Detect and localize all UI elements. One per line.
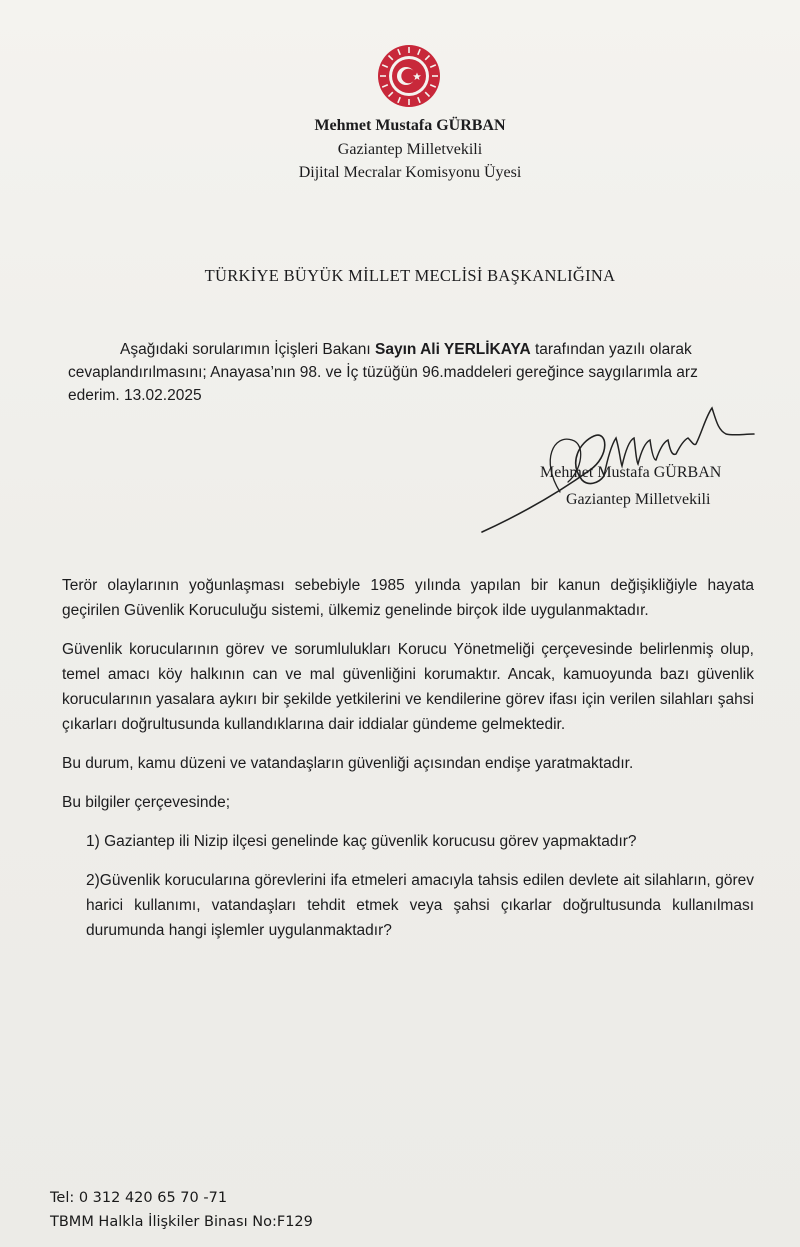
handwritten-signature (470, 400, 760, 540)
contact-footer (50, 1186, 313, 1234)
minister-name: Sayın Ali YERLİKAYA (375, 341, 531, 358)
body-paragraph-4: Bu bilgiler çerçevesinde; (62, 794, 231, 811)
body-paragraph-3: Bu durum, kamu düzeni ve vatandaşların güvenliği açısından endişe yaratmaktadır. (62, 755, 634, 772)
intro-line-2: cevaplandırılmasını; Anayasa’nın 98. ve İç tüzüğün 96.maddeleri gereğince saygılarımla arz (68, 364, 698, 381)
intro-text-1: Aşağıdaki sorularımın İçişleri Bakanı (120, 341, 375, 358)
intro-paragraph (68, 338, 754, 407)
recipient-heading: TÜRKİYE BÜYÜK MİLLET MECLİSİ BAŞKANLIĞINA (204, 266, 616, 285)
sender-name: Mehmet Mustafa GÜRBAN (314, 117, 506, 134)
intro-date-line: ederim. 13.02.2025 (68, 387, 202, 404)
tbmm-seal-icon (377, 44, 441, 108)
body-paragraph-1: Terör olaylarının yoğunlaşması sebebiyle 1985 yılında yapılan bir kanun değişikliğiyle hayata geçirilen Güvenlik Koruculuğu sistemi, ülkemiz genelinde birçok ilde uygulanmaktadır. (62, 577, 754, 619)
signature-title: Gaziantep Milletvekili (566, 491, 711, 508)
letter-body (62, 573, 754, 957)
signature-name: Mehmet Mustafa GÜRBAN (540, 464, 722, 481)
footer-phone: Tel: 0 312 420 65 70 -71 (50, 1190, 228, 1206)
sender-role: Gaziantep Milletvekili (337, 141, 483, 158)
intro-text-2: tarafından yazılı olarak (530, 341, 692, 358)
question-1: 1) Gaziantep ili Nizip ilçesi genelinde kaç güvenlik korucusu görev yapmaktadır? (86, 833, 637, 850)
footer-address: TBMM Halkla İlişkiler Binası No:F129 (50, 1214, 313, 1230)
question-2: 2)Güvenlik korucularına görevlerini ifa etmeleri amacıyla tahsis edilen devlete ait silahların, görev harici kullanımı, vatandaşları tehdit etmek veya şahsi çıkarlar doğrultusunda kullanılması durumunda hangi işlemler uygulanmaktadır? (86, 872, 754, 939)
body-paragraph-2: Güvenlik korucularının görev ve sorumlulukları Korucu Yönetmeliği çerçevesinde belirlenmiş olup, temel amacı köy halkının can ve mal güvenliğini korumaktır. Ancak, kamuoyunda bazı güvenlik korucularının yasalara aykırı bir şekilde yetkilerini ve kendilerine görev ifası için verilen silahları şahsi çıkarları doğrultusunda kullandıklarına dair iddialar gündeme gelmektedir. (62, 641, 754, 733)
sender-committee: Dijital Mecralar Komisyonu Üyesi (298, 164, 522, 181)
